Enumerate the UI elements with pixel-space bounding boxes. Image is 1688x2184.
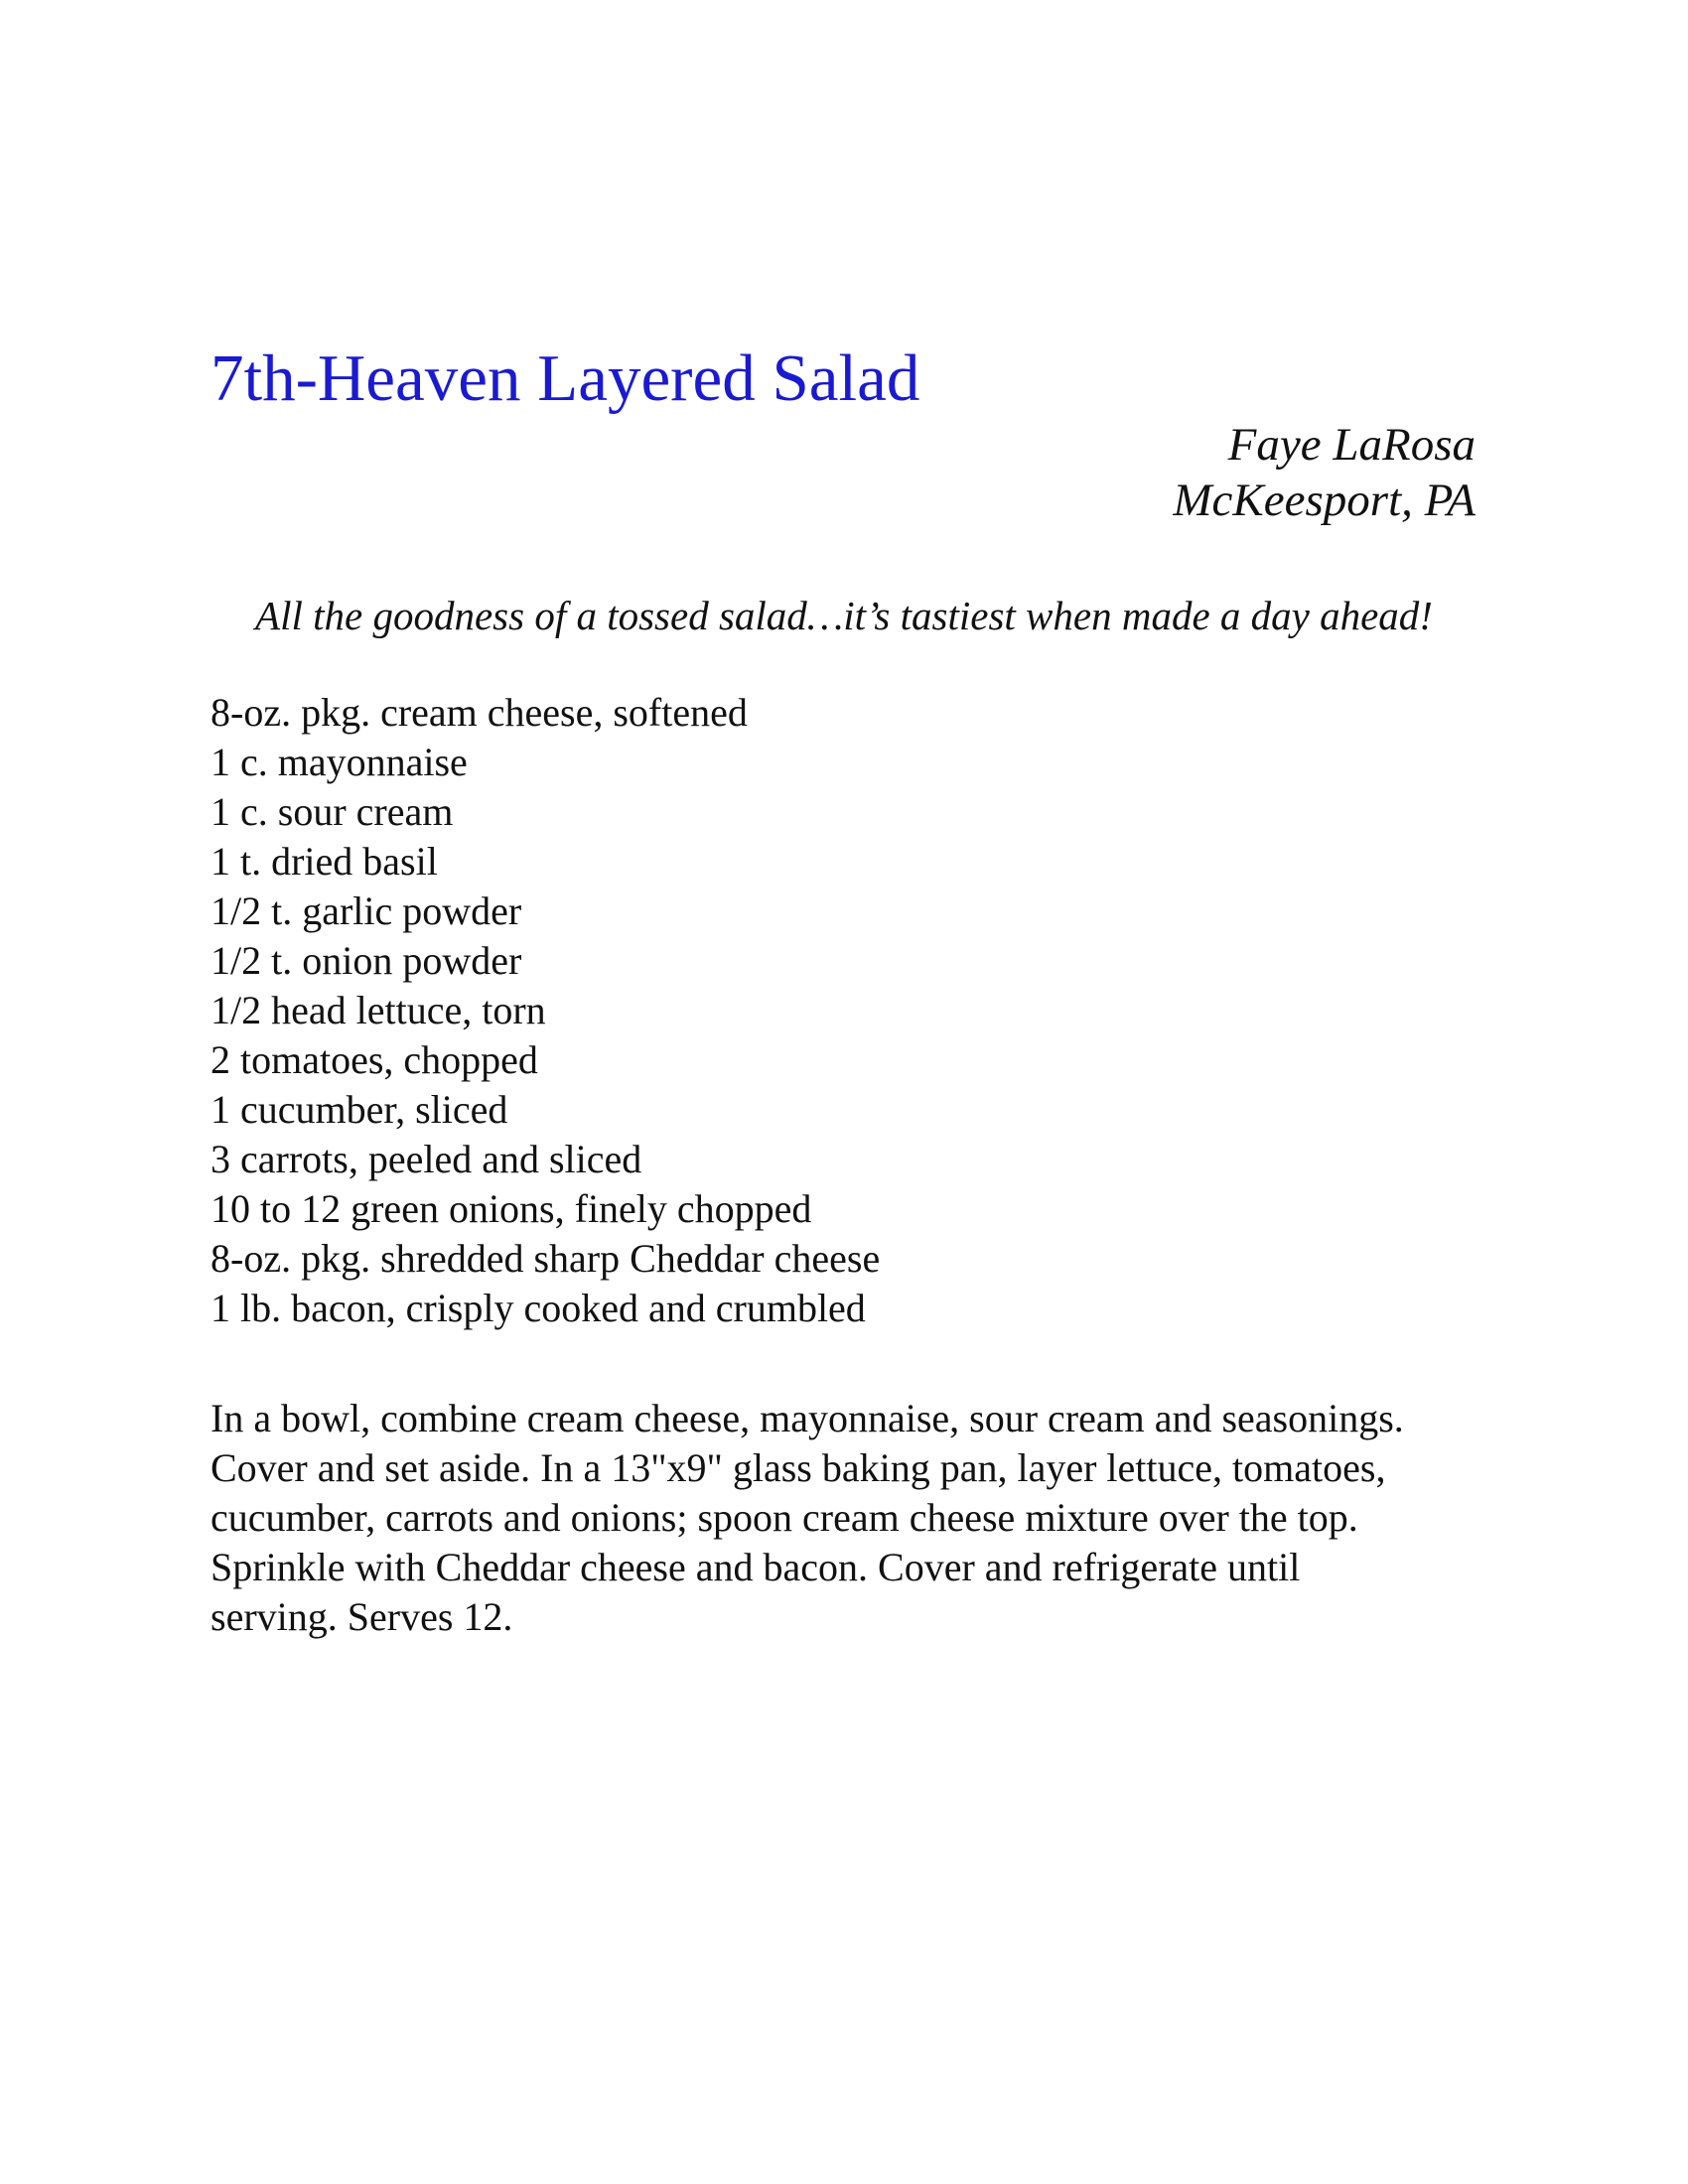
directions-line: cucumber, carrots and onions; spoon cream cheese mixture over the top. (211, 1495, 1358, 1540)
directions-line: In a bowl, combine cream cheese, mayonnaise, sour cream and seasonings. (211, 1396, 1404, 1440)
ingredient-item: 1 c. sour cream (211, 789, 454, 834)
ingredient-item: 10 to 12 green onions, finely chopped (211, 1186, 812, 1231)
ingredient-item: 1/2 t. garlic powder (211, 888, 522, 933)
ingredient-item: 1 cucumber, sliced (211, 1087, 508, 1132)
ingredient-item: 1 lb. bacon, crisply cooked and crumbled (211, 1286, 866, 1330)
author-name: Faye LaRosa (1227, 419, 1476, 471)
ingredient-item: 1 t. dried basil (211, 839, 438, 884)
directions-line: Sprinkle with Cheddar cheese and bacon. Cover and refrigerate until (211, 1545, 1301, 1589)
ingredient-item: 3 carrots, peeled and sliced (211, 1137, 642, 1181)
ingredient-item: 1/2 t. onion powder (211, 938, 522, 983)
recipe-directions (211, 1394, 1491, 1642)
recipe-title: 7th-Heaven Layered Salad (211, 341, 920, 415)
directions-line: serving. Serves 12. (211, 1594, 513, 1639)
ingredient-item: 8-oz. pkg. cream cheese, softened (211, 690, 748, 735)
author-location: McKeesport, PA (1173, 475, 1476, 526)
ingredient-item: 2 tomatoes, chopped (211, 1037, 538, 1082)
directions-line: Cover and set aside. In a 13"x9" glass baking pan, layer lettuce, tomatoes, (211, 1445, 1386, 1490)
recipe-tagline: All the goodness of a tossed salad…it’s tastiest when made a day ahead! (255, 593, 1433, 638)
ingredient-item: 1 c. mayonnaise (211, 740, 468, 784)
ingredient-item: 1/2 head lettuce, torn (211, 988, 546, 1032)
ingredient-item: 8-oz. pkg. shredded sharp Cheddar cheese (211, 1236, 881, 1281)
ingredient-list (211, 688, 880, 1333)
author-block (1173, 417, 1476, 528)
